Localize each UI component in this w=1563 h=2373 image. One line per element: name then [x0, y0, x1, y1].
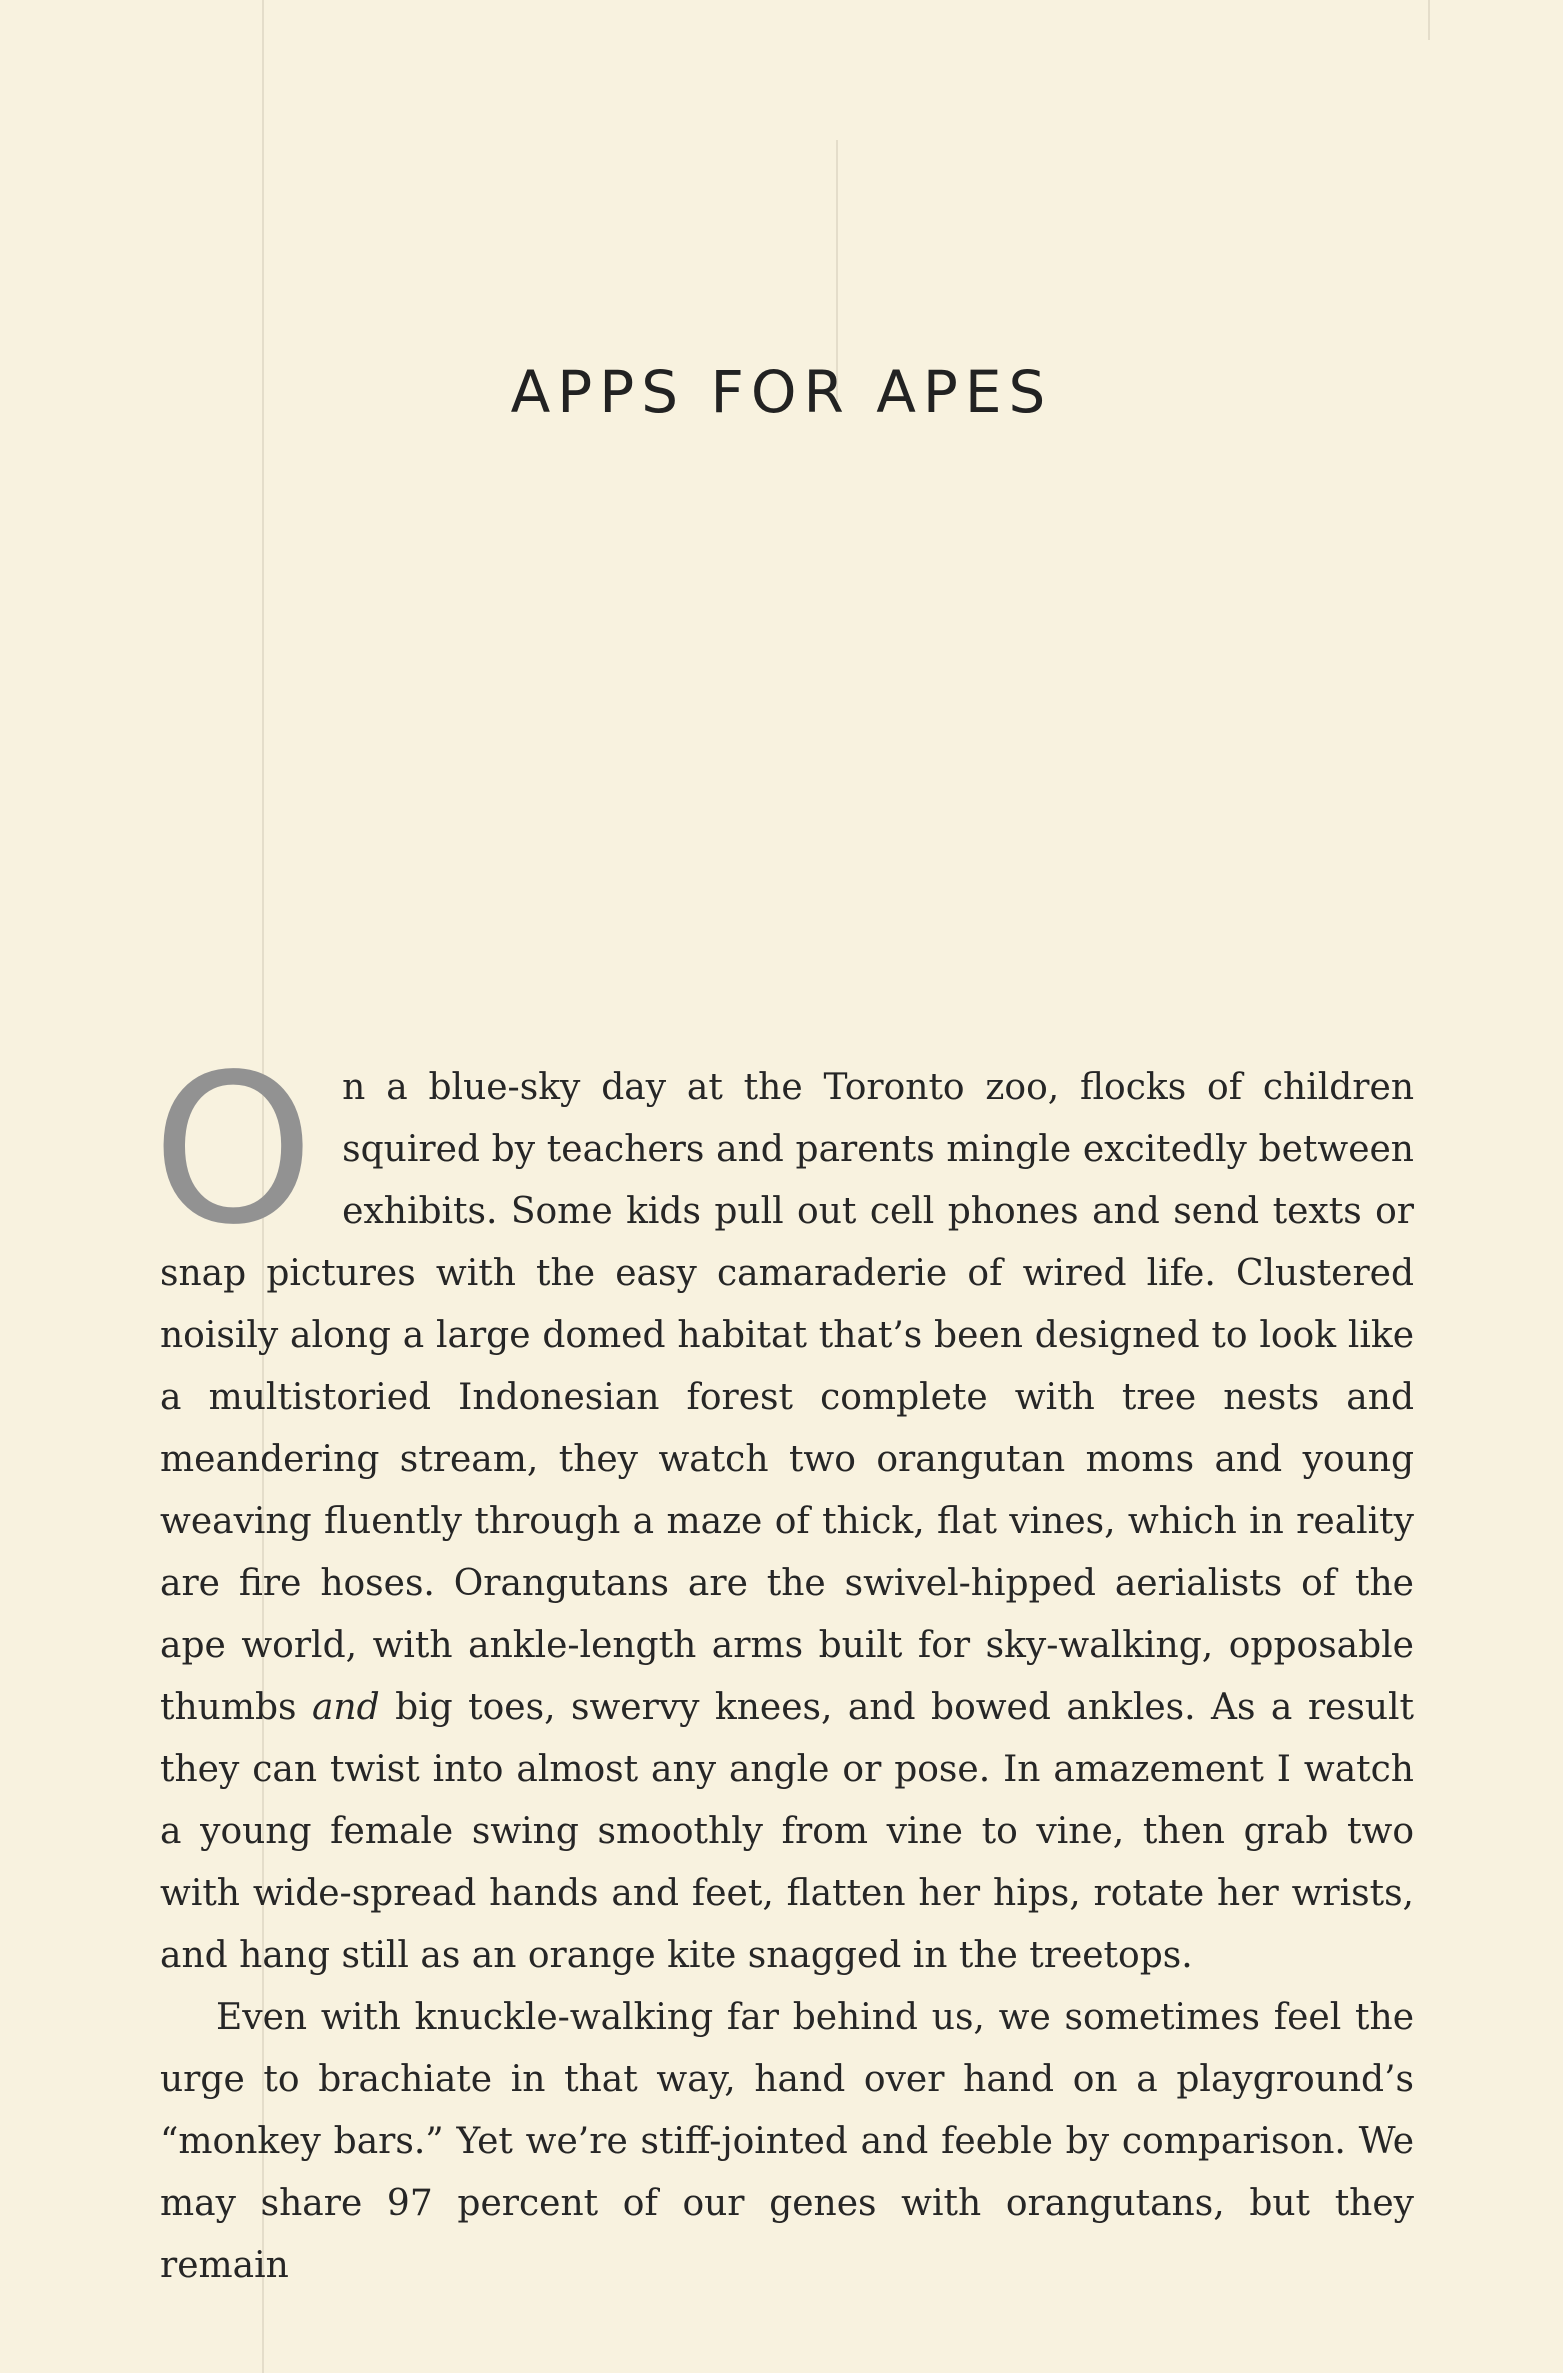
paragraph-1 [152, 1030, 1414, 1987]
scan-shadow-line [1428, 0, 1430, 40]
paragraph-1-text: n a blue-sky day at the Toronto zoo, flocks of children squired by teachers and parents mingle excitedly between exhibits. Some kids pull out cell phones and send texts or snap pictures with the easy camaraderie of wired life. Clustered noisily along a large domed habitat that’s been designed to look like a multistoried Indonesian forest complete with tree nests and meandering stream, they watch two orangutan moms and young weaving fluently through a maze of thick, flat vines, which in reality are fire hoses. Orangutans are the swivel-hipped aerialists of the ape world, with ankle-length arms built for sky-walking, opposable thumbs [160, 1067, 1414, 1728]
chapter-title: APPS FOR APES [510, 358, 1053, 426]
body-text [152, 1030, 1414, 2297]
paragraph-2: Even with knuckle-walking far behind us, we sometimes feel the urge to brachiate in that way, hand over hand on a playground’s “monkey bars.” Yet we’re stiff-jointed and feeble by comparison. We may share 97 percent of our genes with orangutans, but they remain [160, 1997, 1414, 2286]
paragraph-1-emphasis: and [311, 1687, 380, 1728]
paragraph-1-text-end: big toes, swervy knees, and bowed ankles. As a result they can twist into almost any angle or pose. In amazement I watch a young female swing smoothly from vine to vine, then grab two with wide-spread hands and feet, flatten her hips, rotate her wrists, and hang still as an orange kite snagged in the treetops. [160, 1687, 1414, 1976]
drop-cap: O [152, 1030, 315, 1270]
